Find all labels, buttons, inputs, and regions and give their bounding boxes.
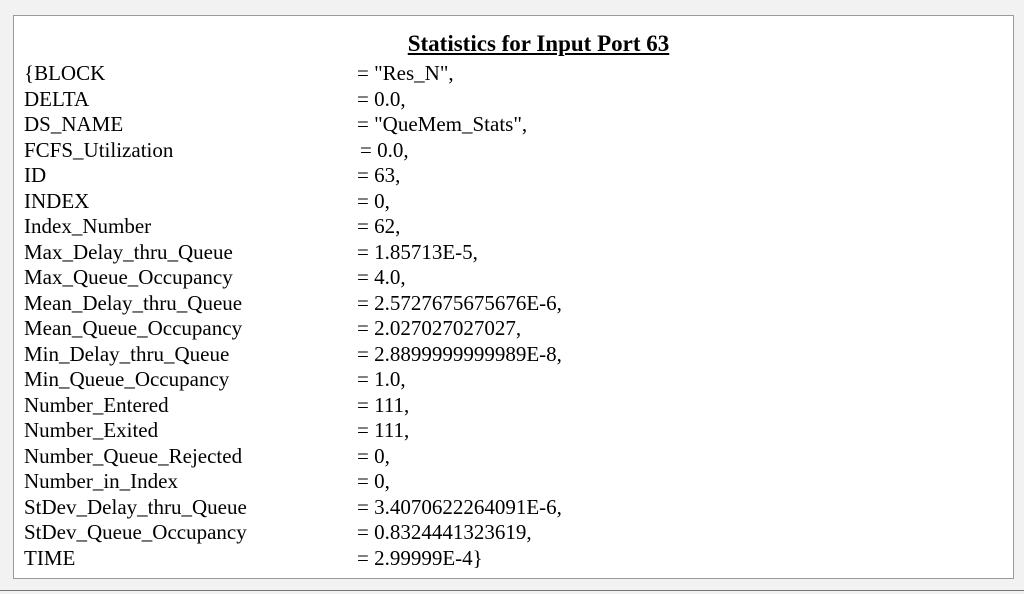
field-name: Mean_Queue_Occupancy bbox=[24, 316, 243, 340]
list-item-max-delay-thru-queue bbox=[24, 240, 984, 266]
field-name: Number_Entered bbox=[24, 392, 169, 417]
field-value: = 0.8324441323619, bbox=[357, 520, 532, 544]
bottom-divider bbox=[0, 590, 1024, 591]
field-name: Max_Delay_thru_Queue bbox=[24, 239, 233, 264]
list-item-min-delay-thru-queue bbox=[24, 342, 984, 368]
field-value: = 0, bbox=[357, 469, 390, 493]
field-value: = 62, bbox=[357, 214, 401, 238]
field-value: = 3.4070622264091E-6, bbox=[357, 494, 562, 519]
field-name: DELTA bbox=[24, 86, 90, 111]
field-value: = 0, bbox=[357, 188, 390, 213]
field-value: = 0, bbox=[357, 443, 390, 468]
field-value: = "QueMem_Stats", bbox=[357, 112, 528, 136]
list-item-stdev-delay-thru-queue bbox=[24, 495, 984, 521]
list-item-number-entered bbox=[24, 393, 984, 419]
list-item-max-queue-occupancy bbox=[24, 265, 984, 291]
field-name: Min_Queue_Occupancy bbox=[24, 367, 230, 391]
list-item-index-number bbox=[24, 214, 984, 240]
field-name: TIME bbox=[24, 545, 76, 570]
list-item-number-queue-rejected bbox=[24, 444, 984, 470]
list-item-delta bbox=[24, 87, 984, 113]
field-name: Index_Number bbox=[24, 214, 152, 238]
list-item-mean-queue-occupancy bbox=[24, 316, 984, 342]
list-item-index bbox=[24, 189, 984, 215]
field-value: = 1.0, bbox=[357, 367, 406, 391]
field-name: StDev_Delay_thru_Queue bbox=[24, 494, 247, 519]
field-value: = 0.0, bbox=[360, 137, 409, 162]
field-name: FCFS_Utilization bbox=[24, 137, 174, 162]
list-item-id bbox=[24, 163, 984, 189]
list-item-number-in-index bbox=[24, 469, 984, 495]
field-name: Number_Queue_Rejected bbox=[24, 443, 243, 468]
field-name: Number_in_Index bbox=[24, 469, 178, 493]
list-item-ds-name bbox=[24, 112, 984, 138]
field-name: Mean_Delay_thru_Queue bbox=[24, 290, 243, 315]
list-item-number-exited bbox=[24, 418, 984, 444]
field-value: = 2.027027027027, bbox=[357, 316, 522, 340]
list-item-min-queue-occupancy bbox=[24, 367, 984, 393]
list-item-fcfs-utilization bbox=[24, 138, 984, 164]
field-name: Max_Queue_Occupancy bbox=[24, 265, 233, 289]
statistics-panel bbox=[13, 15, 1014, 579]
field-name: Number_Exited bbox=[24, 418, 159, 442]
field-value: = 0.0, bbox=[357, 86, 406, 111]
field-value: = 1.85713E-5, bbox=[357, 239, 478, 264]
statistics-list bbox=[24, 61, 984, 571]
field-value: = 63, bbox=[357, 163, 401, 187]
field-value: = 4.0, bbox=[357, 265, 406, 289]
list-item-stdev-queue-occupancy bbox=[24, 520, 984, 546]
field-name: {BLOCK bbox=[24, 61, 106, 85]
field-value: = 111, bbox=[357, 418, 410, 442]
field-name: Min_Delay_thru_Queue bbox=[24, 341, 230, 366]
page-title: Statistics for Input Port 63 bbox=[407, 31, 670, 56]
field-name: StDev_Queue_Occupancy bbox=[24, 520, 247, 544]
field-value: = 2.99999E-4} bbox=[357, 545, 483, 570]
field-name: DS_NAME bbox=[24, 112, 124, 136]
field-value: = 2.8899999999989E-8, bbox=[357, 341, 562, 366]
list-item-time bbox=[24, 546, 984, 572]
field-name: INDEX bbox=[24, 188, 90, 213]
field-value: = 2.5727675675676E-6, bbox=[357, 290, 562, 315]
field-value: = 111, bbox=[357, 392, 410, 417]
list-item-mean-delay-thru-queue bbox=[24, 291, 984, 317]
field-value: = "Res_N", bbox=[357, 61, 454, 85]
list-item-block bbox=[24, 61, 984, 87]
field-name: ID bbox=[24, 163, 47, 187]
